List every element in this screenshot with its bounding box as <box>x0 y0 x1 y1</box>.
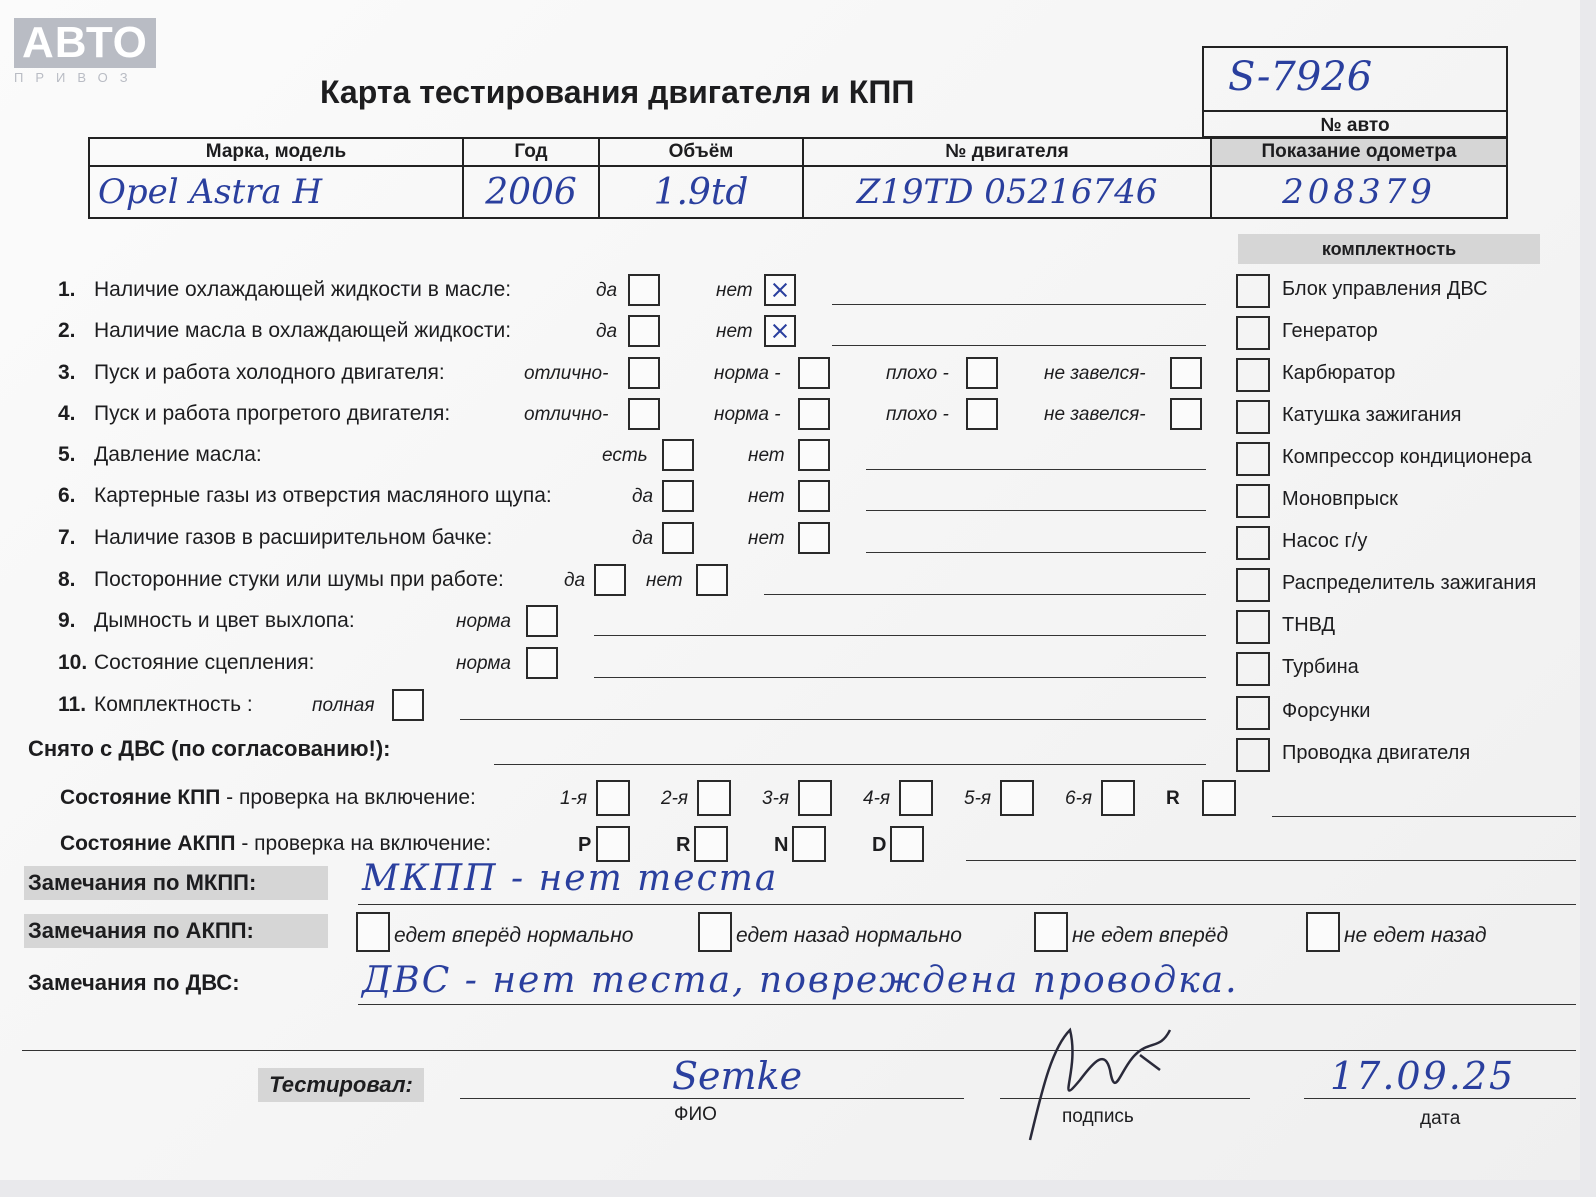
option-checkbox[interactable] <box>526 647 558 679</box>
engine-number-value: Z19TD 05216746 <box>803 166 1211 218</box>
option-label: норма - <box>714 404 781 425</box>
option-label: да <box>596 321 618 342</box>
option-label: норма <box>456 653 511 674</box>
completeness-item-label: Проводка двигателя <box>1282 742 1471 764</box>
question-number: 2. <box>58 319 76 342</box>
fio-label: ФИО <box>674 1104 717 1125</box>
kpp-gear-label: R <box>1166 788 1180 809</box>
akpp-label-rest: - проверка на включение: <box>235 832 492 855</box>
mkpp-remarks-label: Замечания по МКПП: <box>24 866 328 900</box>
akpp-remark-label: не едет назад <box>1344 924 1487 947</box>
option-checkbox[interactable] <box>966 357 998 389</box>
question-text: Наличие охлаждающей жидкости в масле: <box>94 278 512 301</box>
kpp-gear-checkbox[interactable] <box>1000 780 1034 816</box>
kpp-label <box>60 786 476 810</box>
question-number: 3. <box>58 361 76 384</box>
option-label: норма <box>456 611 511 632</box>
completeness-item-label: ТНВД <box>1282 614 1336 636</box>
akpp-gear-label: P <box>578 834 592 856</box>
option-label: нет <box>748 486 785 507</box>
col-header-odometer: Показание одометра <box>1211 138 1507 166</box>
dvs-remarks-label: Замечания по ДВС: <box>28 970 240 995</box>
question-text: Состояние сцепления: <box>94 651 315 674</box>
kpp-gear-checkbox[interactable] <box>697 780 731 816</box>
option-checkbox[interactable] <box>1170 398 1202 430</box>
logo-text: АВТО <box>14 18 156 68</box>
kpp-line <box>1272 816 1576 817</box>
dvs-remarks-line <box>358 1004 1576 1005</box>
option-label: да <box>632 528 654 549</box>
akpp-label-bold: Состояние АКПП <box>60 832 236 855</box>
option-checkbox[interactable] <box>662 480 694 512</box>
akpp-remark-label: не едет вперёд <box>1072 924 1229 947</box>
option-checkbox[interactable] <box>594 564 626 596</box>
option-checkbox[interactable] <box>628 274 660 306</box>
page-title: Карта тестирования двигателя и КПП <box>320 74 915 110</box>
avto-privoz-logo <box>14 18 156 85</box>
option-label: нет <box>748 528 785 549</box>
kpp-gear-label: 6-я <box>1065 788 1093 809</box>
akpp-remark-checkbox[interactable] <box>1306 912 1340 952</box>
separator-line <box>22 1050 1576 1051</box>
option-label: нет <box>716 280 753 301</box>
option-label: плохо - <box>886 404 949 425</box>
question-text: Картерные газы из отверстия масляного щупа: <box>94 484 552 507</box>
option-label: нет <box>646 570 683 591</box>
answer-line <box>866 469 1206 470</box>
question-text: Пуск и работа прогретого двигателя: <box>94 402 451 425</box>
completeness-checkbox[interactable] <box>1236 442 1270 476</box>
akpp-remark-checkbox[interactable] <box>356 912 390 952</box>
col-header-engine-number: № двигателя <box>803 138 1211 166</box>
car-number-value: S-7926 <box>1228 54 1373 100</box>
answer-line <box>832 345 1206 346</box>
akpp-remarks-label: Замечания по АКПП: <box>24 914 328 948</box>
question-number: 8. <box>58 568 76 591</box>
option-label: нет <box>716 321 753 342</box>
kpp-gear-checkbox[interactable] <box>1202 780 1236 816</box>
completeness-checkbox[interactable] <box>1236 400 1270 434</box>
col-header-year: Год <box>463 138 599 166</box>
answer-line <box>460 719 1206 720</box>
signature <box>1010 1010 1210 1150</box>
option-label: полная <box>312 695 375 716</box>
kpp-gear-label: 1-я <box>560 788 588 809</box>
completeness-item-label: Генератор <box>1282 320 1378 342</box>
completeness-checkbox[interactable] <box>1236 316 1270 350</box>
akpp-gear-checkbox[interactable] <box>792 826 826 862</box>
model-value: Opel Astra H <box>89 166 463 218</box>
option-checkbox[interactable] <box>798 439 830 471</box>
question-number: 11. <box>58 693 87 716</box>
completeness-checkbox[interactable] <box>1236 738 1270 772</box>
question-text: Наличие масла в охлаждающей жидкости: <box>94 319 512 342</box>
mkpp-remarks-line <box>358 904 1576 905</box>
question-number: 6. <box>58 484 76 507</box>
col-header-model: Марка, модель <box>89 138 463 166</box>
completeness-item-label: Катушка зажигания <box>1282 404 1462 426</box>
completeness-checkbox[interactable] <box>1236 568 1270 602</box>
completeness-item-label: Распределитель зажигания <box>1282 572 1537 594</box>
mkpp-remarks-value: МКПП - нет теста <box>362 858 779 899</box>
date-label: дата <box>1420 1108 1461 1129</box>
option-checkbox[interactable] <box>662 522 694 554</box>
kpp-gear-label: 4-я <box>863 788 891 809</box>
question-number: 5. <box>58 443 76 466</box>
option-label: норма - <box>714 363 781 384</box>
kpp-gear-checkbox[interactable] <box>798 780 832 816</box>
completeness-item-label: Компрессор кондиционера <box>1282 446 1532 468</box>
akpp-gear-checkbox[interactable] <box>596 826 630 862</box>
option-label: да <box>632 486 654 507</box>
question-text: Наличие газов в расширительном бачке: <box>94 526 493 549</box>
question-text: Комплектность : <box>94 693 253 716</box>
option-checkbox[interactable] <box>628 357 660 389</box>
kpp-gear-checkbox[interactable] <box>596 780 630 816</box>
option-checkbox[interactable] <box>798 357 830 389</box>
option-label: да <box>596 280 618 301</box>
question-number: 9. <box>58 609 76 632</box>
completeness-checkbox[interactable] <box>1236 274 1270 308</box>
kpp-gear-label: 5-я <box>964 788 992 809</box>
car-number-label: № авто <box>1204 110 1506 140</box>
completeness-checkbox[interactable] <box>1236 484 1270 518</box>
kpp-gear-label: 2-я <box>661 788 689 809</box>
question-text: Посторонние стуки или шумы при работе: <box>94 568 504 591</box>
signature-label: подпись <box>1062 1106 1134 1127</box>
option-label: не завелся- <box>1044 404 1146 425</box>
removed-line <box>494 764 1206 765</box>
option-checkbox[interactable] <box>662 439 694 471</box>
question-text: Давление масла: <box>94 443 262 466</box>
option-checkbox[interactable] <box>764 315 796 347</box>
akpp-line <box>966 860 1576 861</box>
option-checkbox[interactable] <box>1170 357 1202 389</box>
completeness-item-label: Турбина <box>1282 656 1359 678</box>
answer-line <box>866 510 1206 511</box>
question-text: Пуск и работа холодного двигателя: <box>94 361 445 384</box>
option-checkbox[interactable] <box>764 274 796 306</box>
question-number: 4. <box>58 402 76 425</box>
akpp-gear-label: N <box>774 834 789 856</box>
volume-value: 1.9td <box>599 166 803 218</box>
question-number: 7. <box>58 526 76 549</box>
akpp-remark-checkbox[interactable] <box>698 912 732 952</box>
completeness-item-label: Насос г/у <box>1282 530 1368 552</box>
fio-line <box>460 1098 964 1099</box>
completeness-item-label: Блок управления ДВС <box>1282 278 1488 300</box>
tested-by-label: Тестировал: <box>258 1068 424 1102</box>
option-label: есть <box>602 445 648 466</box>
akpp-label <box>60 832 491 856</box>
akpp-remark-label: едет вперёд нормально <box>394 924 634 947</box>
option-label: да <box>564 570 586 591</box>
answer-line <box>866 552 1206 553</box>
fio-value: Semke <box>672 1054 803 1098</box>
answer-line <box>764 594 1206 595</box>
option-label: отлично- <box>524 404 609 425</box>
completeness-checkbox[interactable] <box>1236 610 1270 644</box>
option-label: не завелся- <box>1044 363 1146 384</box>
question-text: Дымность и цвет выхлопа: <box>94 609 355 632</box>
vehicle-info-table <box>88 137 1508 219</box>
logo-subtext: ПРИВОЗ <box>14 70 140 85</box>
option-checkbox[interactable] <box>392 689 424 721</box>
dvs-remarks-value: ДВС - нет теста, повреждена проводка. <box>362 960 1239 1001</box>
completeness-title: комплектность <box>1238 234 1540 264</box>
kpp-gear-label: 3-я <box>762 788 790 809</box>
kpp-gear-checkbox[interactable] <box>899 780 933 816</box>
kpp-gear-checkbox[interactable] <box>1101 780 1135 816</box>
akpp-gear-label: R <box>676 834 691 856</box>
date-value: 17.09.25 <box>1330 1054 1516 1098</box>
option-label: отлично- <box>524 363 609 384</box>
option-checkbox[interactable] <box>798 398 830 430</box>
option-checkbox[interactable] <box>966 398 998 430</box>
option-checkbox[interactable] <box>526 605 558 637</box>
question-number: 10. <box>58 651 88 674</box>
akpp-gear-checkbox[interactable] <box>890 826 924 862</box>
option-checkbox[interactable] <box>628 398 660 430</box>
completeness-item-label: Моновпрыск <box>1282 488 1398 510</box>
answer-line <box>594 677 1206 678</box>
option-label: плохо - <box>886 363 949 384</box>
date-line <box>1304 1098 1576 1099</box>
option-checkbox[interactable] <box>798 480 830 512</box>
year-value: 2006 <box>463 166 599 218</box>
akpp-remark-label: едет назад нормально <box>736 924 962 947</box>
car-number-box <box>1202 46 1508 138</box>
akpp-remark-checkbox[interactable] <box>1034 912 1068 952</box>
completeness-item-label: Карбюратор <box>1282 362 1396 384</box>
option-checkbox[interactable] <box>628 315 660 347</box>
completeness-item-label: Форсунки <box>1282 700 1371 722</box>
kpp-label-rest: - проверка на включение: <box>220 786 476 809</box>
akpp-gear-label: D <box>872 834 887 856</box>
removed-label: Снято с ДВС (по согласованию!): <box>28 736 391 761</box>
question-number: 1. <box>58 278 76 301</box>
completeness-checkbox[interactable] <box>1236 526 1270 560</box>
completeness-checkbox[interactable] <box>1236 358 1270 392</box>
col-header-volume: Объём <box>599 138 803 166</box>
option-checkbox[interactable] <box>798 522 830 554</box>
odometer-value: 208379 <box>1211 166 1507 218</box>
kpp-label-bold: Состояние КПП <box>60 786 221 809</box>
option-checkbox[interactable] <box>696 564 728 596</box>
completeness-checkbox[interactable] <box>1236 652 1270 686</box>
completeness-checkbox[interactable] <box>1236 696 1270 730</box>
answer-line <box>594 635 1206 636</box>
option-label: нет <box>748 445 785 466</box>
akpp-gear-checkbox[interactable] <box>694 826 728 862</box>
signature-line <box>1000 1098 1250 1099</box>
answer-line <box>832 304 1206 305</box>
